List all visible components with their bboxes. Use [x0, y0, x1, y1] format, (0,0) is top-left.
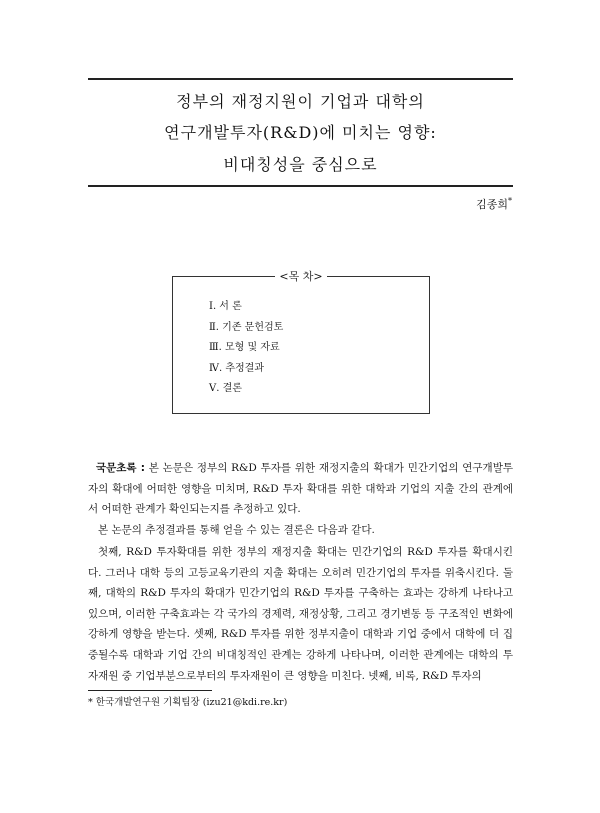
- toc-item: Ⅳ. 추정결과: [209, 362, 264, 374]
- footnote: * 한국개발연구원 기획팀장 (izu21@kdi.re.kr): [88, 697, 288, 708]
- toc-heading-text: <목 차>: [275, 270, 326, 283]
- toc-item: Ⅰ. 서 론: [209, 301, 242, 312]
- abstract-paragraph: [88, 458, 513, 520]
- author-line: [476, 196, 512, 212]
- footnote-divider: [88, 690, 212, 691]
- paper-title-line-1: 정부의 재정지원이 기업과 대학의: [176, 92, 425, 111]
- body-paragraph: 첫째, R&D 투자확대를 위한 정부의 재정지출 확대는 민간기업의 R&D 투자를 확대시킨다. 그러나 대학 등의 고등교육기관의 지출 확대는 오히려 민간기업의 투자를 위축시킨다. 둘째, 대학의 R&D 투자의 확대가 민간기업의 R&D 투자를 구축하는 효과는 강하게 나타나고 있으며, 이러한 구축효과는 각 국가의 경제력, 재정상황, 그리고 경기변동 등 구조적인 변화에 강하게 영향을 받는다. 셋째, R&D 투자를 위한 정부지출이 대학과 기업 중에서 대학에 더 집중될수록 대학과 기업 간의 비대칭적인 관계는 강하게 나타나며, 이러한 관계에는 대학의 투자재원 중 기업부분으로부터의 투자재원이 큰 영향을 미친다. 넷째, 비록, R&D 투자의: [88, 546, 513, 682]
- table-of-contents: [172, 270, 430, 414]
- toc-item: Ⅴ. 결론: [209, 383, 242, 394]
- toc-item: Ⅲ. 모형 및 자료: [209, 342, 280, 353]
- paper-title-line-3: 비대칭성을 중심으로: [223, 155, 378, 174]
- abstract-text: 본 논문은 정부의 R&D 투자를 위한 재정지출의 확대가 민간기업의 연구개발투자의 확대에 어떠한 영향을 미치며, R&D 투자 확대를 위한 대학과 기업의 지출 간의 관계에서 어떠한 관계가 확인되는지를 추정하고 있다.: [88, 462, 513, 516]
- abstract-label: 국문초록 :: [96, 462, 145, 474]
- toc-list: [209, 297, 283, 400]
- title-bottom-rule: [88, 185, 513, 187]
- author-footnote-mark: *: [508, 196, 512, 206]
- toc-item: Ⅱ. 기존 문헌검토: [209, 321, 284, 333]
- author-name: 김종희: [476, 198, 508, 211]
- body-paragraph: 본 논문의 추정결과를 통해 얻을 수 있는 결론은 다음과 같다.: [98, 524, 375, 536]
- paper-title-line-2: 연구개발투자(R&D)에 미치는 영향:: [164, 123, 437, 142]
- title-top-rule: [88, 78, 513, 80]
- toc-heading: [173, 268, 429, 284]
